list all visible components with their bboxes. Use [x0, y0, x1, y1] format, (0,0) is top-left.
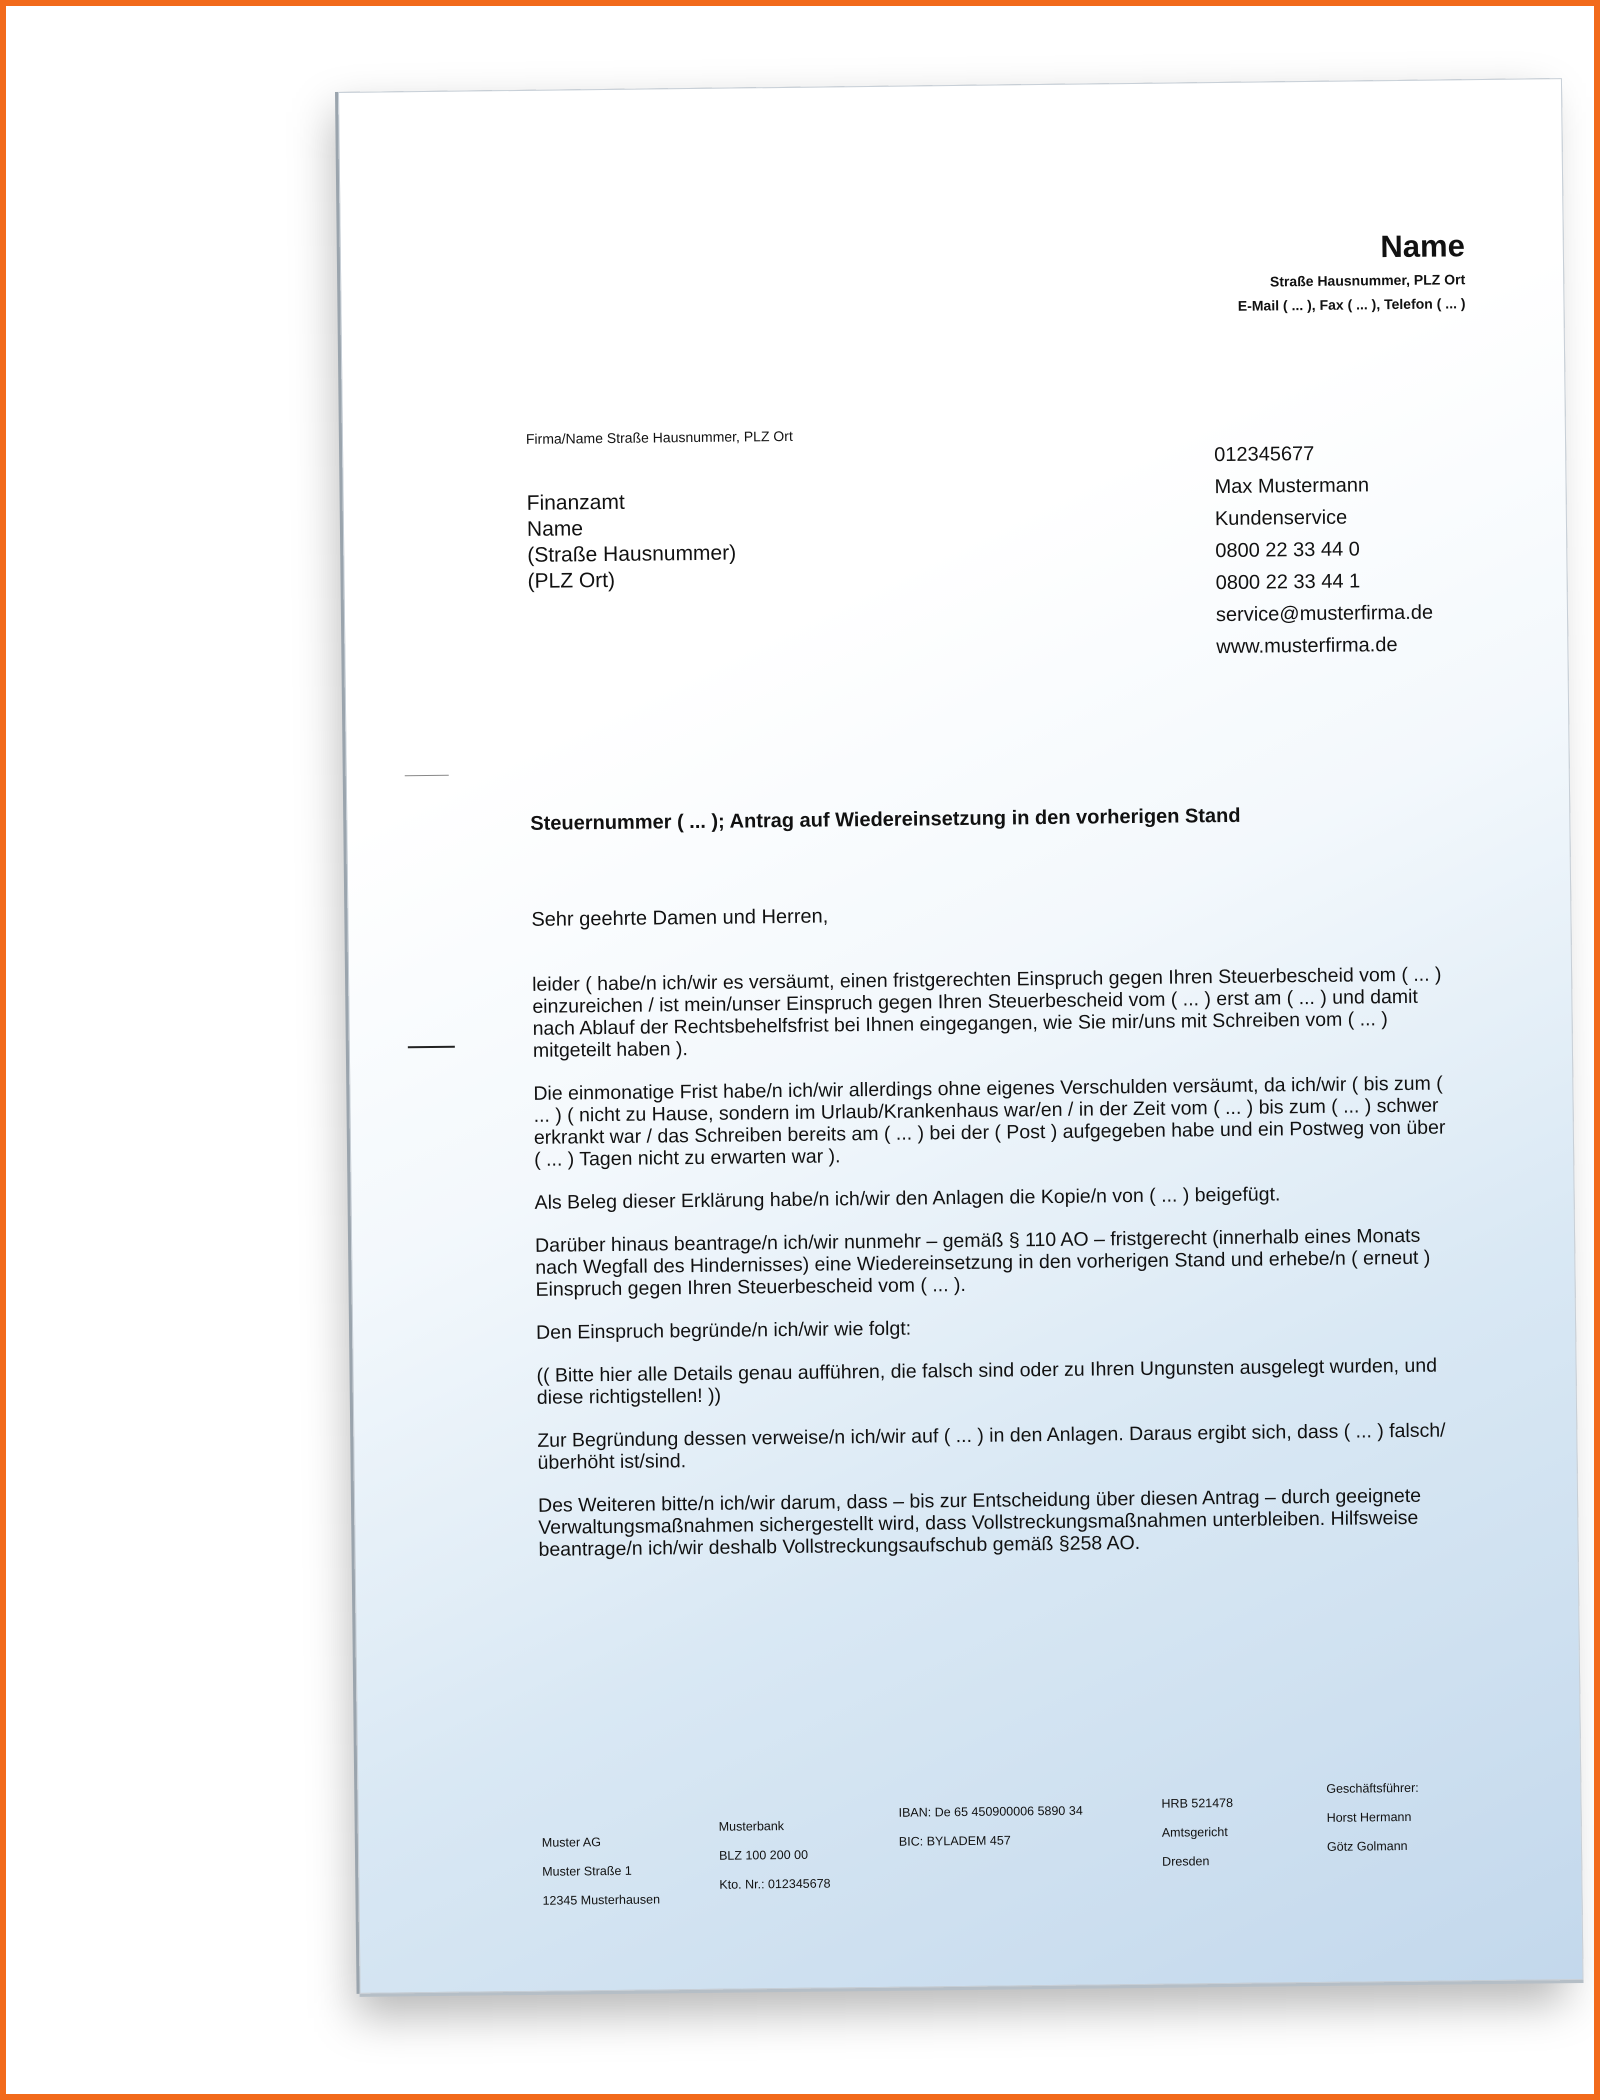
body-paragraph: Darüber hinaus beantrage/n ich/wir nunmehr – gemäß § 110 AO – fristgerecht (innerhalb eines Monats nach Wegfall des Hindernisses) eine Wiedereinsetzung in den vorherigen Stand und erhebe/n ( erneut ) Einspruch gegen Ihren Steuerbescheid vom ( ... ). [534, 1224, 1431, 1301]
footer-line: Kto. Nr.: 012345678 [719, 1876, 831, 1892]
salutation: Sehr geehrte Damen und Herren, [531, 905, 829, 931]
footer-line: Muster AG [541, 1835, 601, 1850]
footer-line: Dresden [1162, 1854, 1210, 1869]
footer-line: Götz Golmann [1326, 1838, 1408, 1854]
department: Kundenservice [1214, 506, 1348, 531]
footer-line: Geschäftsführer: [1326, 1780, 1419, 1796]
recipient-line: (Straße Hausnummer) [527, 541, 737, 567]
footer-line: HRB 521478 [1161, 1795, 1234, 1811]
letterhead-contact: E-Mail ( ... ), Fax ( ... ), Telefon ( ... ) [1237, 295, 1466, 314]
body-paragraph: Als Beleg dieser Erklärung habe/n ich/wir den Anlagen die Kopie/n von ( ... ) beigefügt. [534, 1183, 1281, 1214]
body-paragraph: Des Weiteren bitte/n ich/wir darum, dass – bis zur Entscheidung über diesen Antrag – durch geeignete Verwaltungsmaßnahmen sichergestellt wird, dass Vollstreckungsmaßnahmen unterbleiben. Hilfsweise beantrage/n ich/wir deshalb Vollstreckungsaufschub gemäß §258 AO. [537, 1484, 1422, 1561]
body-paragraph: (( Bitte hier alle Details genau aufführen, die falsch sind oder zu Ihren Ungunsten ausgelegt wurden, und diese richtigstellen! )) [536, 1354, 1438, 1409]
recipient-line: Finanzamt [526, 490, 625, 515]
footer-line: 12345 Musterhausen [542, 1892, 661, 1908]
body-paragraph: Die einmonatige Frist habe/n ich/wir allerdings ohne eigenes Verschulden versäumt, da ich/wir ( bis zum ( ... ) ( nicht zu Hause, sondern im Urlaub/Krankenhaus war/en / in der Zeit vom ( ... ) bis zum ( ... ) schwer erkrankt war / das Schreiben bereits am ( ... ) bei der ( Post ) aufgegeben habe und ein Postweg von über ( ... ) Tagen nicht zu erwarten war ). [533, 1072, 1446, 1171]
footer-line: IBAN: De 65 450900006 5890 34 [898, 1803, 1083, 1820]
fax-number: 0800 22 33 44 1 [1215, 570, 1361, 595]
reference-number: 012345677 [1214, 442, 1315, 467]
letterhead-address: Straße Hausnummer, PLZ Ort [1269, 271, 1466, 290]
body-paragraph: Den Einspruch begründe/n ich/wir wie folgt: [535, 1317, 912, 1344]
footer-line: Amtsgericht [1161, 1825, 1228, 1840]
subject-line: Steuernummer ( ... ); Antrag auf Wiedereinsetzung in den vorherigen Stand [530, 804, 1241, 835]
footer-line: Horst Hermann [1326, 1809, 1412, 1825]
body-paragraph: leider ( habe/n ich/wir es versäumt, einen fristgerechten Einspruch gegen Ihren Steuerbescheid vom ( ... ) einzureichen / ist mein/unser Einspruch gegen Ihren Steuerbescheid vom ( ... ) erst am ( ... ) und damit nach Ablauf der Rechtsbehelfsfrist bei Ihnen eingegangen, wie Sie mir/uns mit Schreiben vom ( ... ) mitgeteilt haben ). [532, 963, 1442, 1062]
footer-line: Muster Straße 1 [542, 1863, 632, 1879]
return-address: Firma/Name Straße Hausnummer, PLZ Ort [525, 427, 793, 447]
footer-line: BIC: BYLADEM 457 [898, 1833, 1011, 1849]
website: www.musterfirma.de [1216, 634, 1398, 659]
recipient-line: Name [526, 517, 584, 541]
body-paragraph: Zur Begründung dessen verweise/n ich/wir auf ( ... ) in den Anlagen. Daraus ergibt sich, dass ( ... ) falsch/überhöht ist/sind. [537, 1419, 1446, 1474]
recipient-line: (PLZ Ort) [527, 568, 616, 593]
footer-line: Musterbank [718, 1819, 785, 1834]
contact-person: Max Mustermann [1214, 474, 1370, 499]
letterhead-name: Name [1380, 228, 1466, 265]
phone-number: 0800 22 33 44 0 [1215, 538, 1360, 563]
footer-line: BLZ 100 200 00 [718, 1847, 809, 1863]
email-address: service@musterfirma.de [1215, 601, 1434, 627]
